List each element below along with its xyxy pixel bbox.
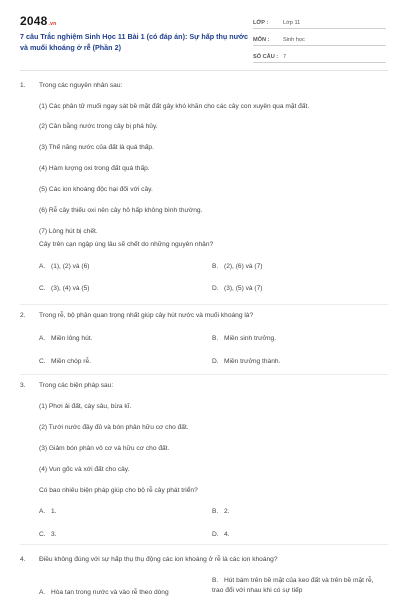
option-text: Hòa tan trong nước và vào rễ theo dòng <box>51 589 169 596</box>
option-text: (3), (4) và (5) <box>51 285 90 292</box>
option-text: (1), (2) và (6) <box>51 263 90 270</box>
question-number: 4. <box>20 556 26 563</box>
question-1 <box>20 82 388 302</box>
question-2 <box>20 312 388 372</box>
statement: (4) Vun gốc và xới đất cho cây. <box>39 466 130 473</box>
answer-option-a[interactable] <box>39 508 209 515</box>
meta-count-row <box>253 48 386 63</box>
answer-option-a[interactable] <box>39 335 209 342</box>
answer-option-b[interactable] <box>212 263 382 270</box>
option-label: B. <box>212 335 219 342</box>
answer-option-b[interactable] <box>212 508 382 515</box>
option-label: A. <box>39 335 46 342</box>
option-label: A. <box>39 589 46 596</box>
question-text: Trong các biện pháp sau: <box>39 382 114 389</box>
meta-subject-value: Sinh học <box>283 37 305 43</box>
option-label: A. <box>39 263 46 270</box>
question-text: Trong rễ, bộ phận quan trọng nhất giúp cây hút nước và muối khoáng là? <box>39 312 254 319</box>
option-text: Miền lông hút. <box>51 335 93 342</box>
question-divider <box>20 544 388 545</box>
statement: (1) Phơi ải đất, cày sâu, bừa kĩ. <box>39 403 132 410</box>
statement: (5) Các ion khoáng độc hại đối với cây. <box>39 186 153 193</box>
option-label: C. <box>39 531 46 538</box>
option-label: B. <box>212 577 219 584</box>
answer-option-b[interactable] <box>212 335 382 342</box>
question-number: 2. <box>20 312 26 319</box>
option-text: (2), (6) và (7) <box>224 263 263 270</box>
option-text: (3), (5) và (7) <box>224 285 263 292</box>
document-title: 7 câu Trắc nghiệm Sinh Học 11 Bài 1 (có đáp án): Sự hấp thụ nước và muối khoáng ở rễ (Phần 2) <box>20 32 248 52</box>
statement: (7) Lông hút bị chết. <box>39 228 98 235</box>
statement: (3) Giảm bón phân vô cơ và hữu cơ cho đất. <box>39 445 170 452</box>
meta-class-value: Lớp 11 <box>283 20 301 26</box>
option-label: B. <box>212 508 219 515</box>
site-logo[interactable] <box>20 14 56 28</box>
answer-option-a[interactable] <box>39 263 209 270</box>
logo-suffix: .vn <box>48 21 57 27</box>
meta-count-label: SỐ CÂU : <box>253 54 279 60</box>
statement: (2) Tưới nước đầy đủ và bón phân hữu cơ cho đất. <box>39 424 189 431</box>
statement: (2) Cân bằng nước trong cây bị phá hủy. <box>39 123 158 130</box>
question-divider <box>20 374 388 375</box>
option-text: 3. <box>51 531 57 538</box>
question-4 <box>20 556 388 600</box>
statement: (4) Hàm lượng oxi trong đất quá thấp. <box>39 165 150 172</box>
answer-option-d[interactable] <box>212 531 382 538</box>
option-text: 1. <box>51 508 57 515</box>
question-prompt: Cây trên cạn ngập úng lâu sẽ chết do những nguyên nhân? <box>39 241 214 248</box>
answer-option-a[interactable] <box>39 588 189 598</box>
option-label: C. <box>39 358 46 365</box>
meta-count-value: 7 <box>283 54 287 60</box>
option-label: D. <box>212 358 219 365</box>
header-divider <box>20 70 388 71</box>
answer-option-d[interactable] <box>212 358 382 365</box>
option-text: Miền chóp rễ. <box>51 358 91 365</box>
statement: (3) Thế năng nước của đất là quá thấp. <box>39 144 154 151</box>
answer-option-d[interactable] <box>212 285 382 292</box>
statement: (1) Các phân tử muối ngay sát bề mặt đất gây khó khăn cho các cây con xuyên qua mặt đất. <box>39 103 310 110</box>
option-label: C. <box>39 285 46 292</box>
meta-subject-row <box>253 31 386 46</box>
option-text: Miền sinh trưởng. <box>224 335 276 342</box>
option-text: Miền trưởng thành. <box>224 358 281 365</box>
option-text: Hút bám trên bề mặt của keo đất và trên bề mặt rễ, trao đổi với nhau khi có sự tiếp <box>212 577 374 594</box>
document-header <box>0 0 400 70</box>
question-number: 1. <box>20 82 26 89</box>
option-label: D. <box>212 531 219 538</box>
option-label: D. <box>212 285 219 292</box>
option-label: B. <box>212 263 219 270</box>
answer-option-c[interactable] <box>39 531 209 538</box>
statement: (6) Rễ cây thiếu oxi nên cây hô hấp không bình thường. <box>39 207 203 214</box>
question-number: 3. <box>20 382 26 389</box>
meta-class-label: LỚP : <box>253 20 269 26</box>
question-divider <box>20 304 388 305</box>
question-text: Trong các nguyên nhân sau: <box>39 82 123 89</box>
option-text: 2. <box>224 508 230 515</box>
answer-option-b[interactable] <box>212 576 382 595</box>
question-3 <box>20 382 388 542</box>
question-text: Điều không đúng với sự hấp thụ thụ động các ion khoáng ở rễ là các ion khoáng? <box>39 556 278 563</box>
answer-option-c[interactable] <box>39 285 209 292</box>
logo-text: 2048 <box>20 14 48 28</box>
meta-subject-label: MÔN : <box>253 37 270 43</box>
answer-option-c[interactable] <box>39 358 209 365</box>
option-text: 4. <box>224 531 230 538</box>
question-prompt: Có bao nhiêu biện pháp giúp cho bộ rễ cây phát triển? <box>39 487 198 494</box>
meta-class-row <box>253 14 386 29</box>
document-meta <box>253 14 386 65</box>
option-label: A. <box>39 508 46 515</box>
